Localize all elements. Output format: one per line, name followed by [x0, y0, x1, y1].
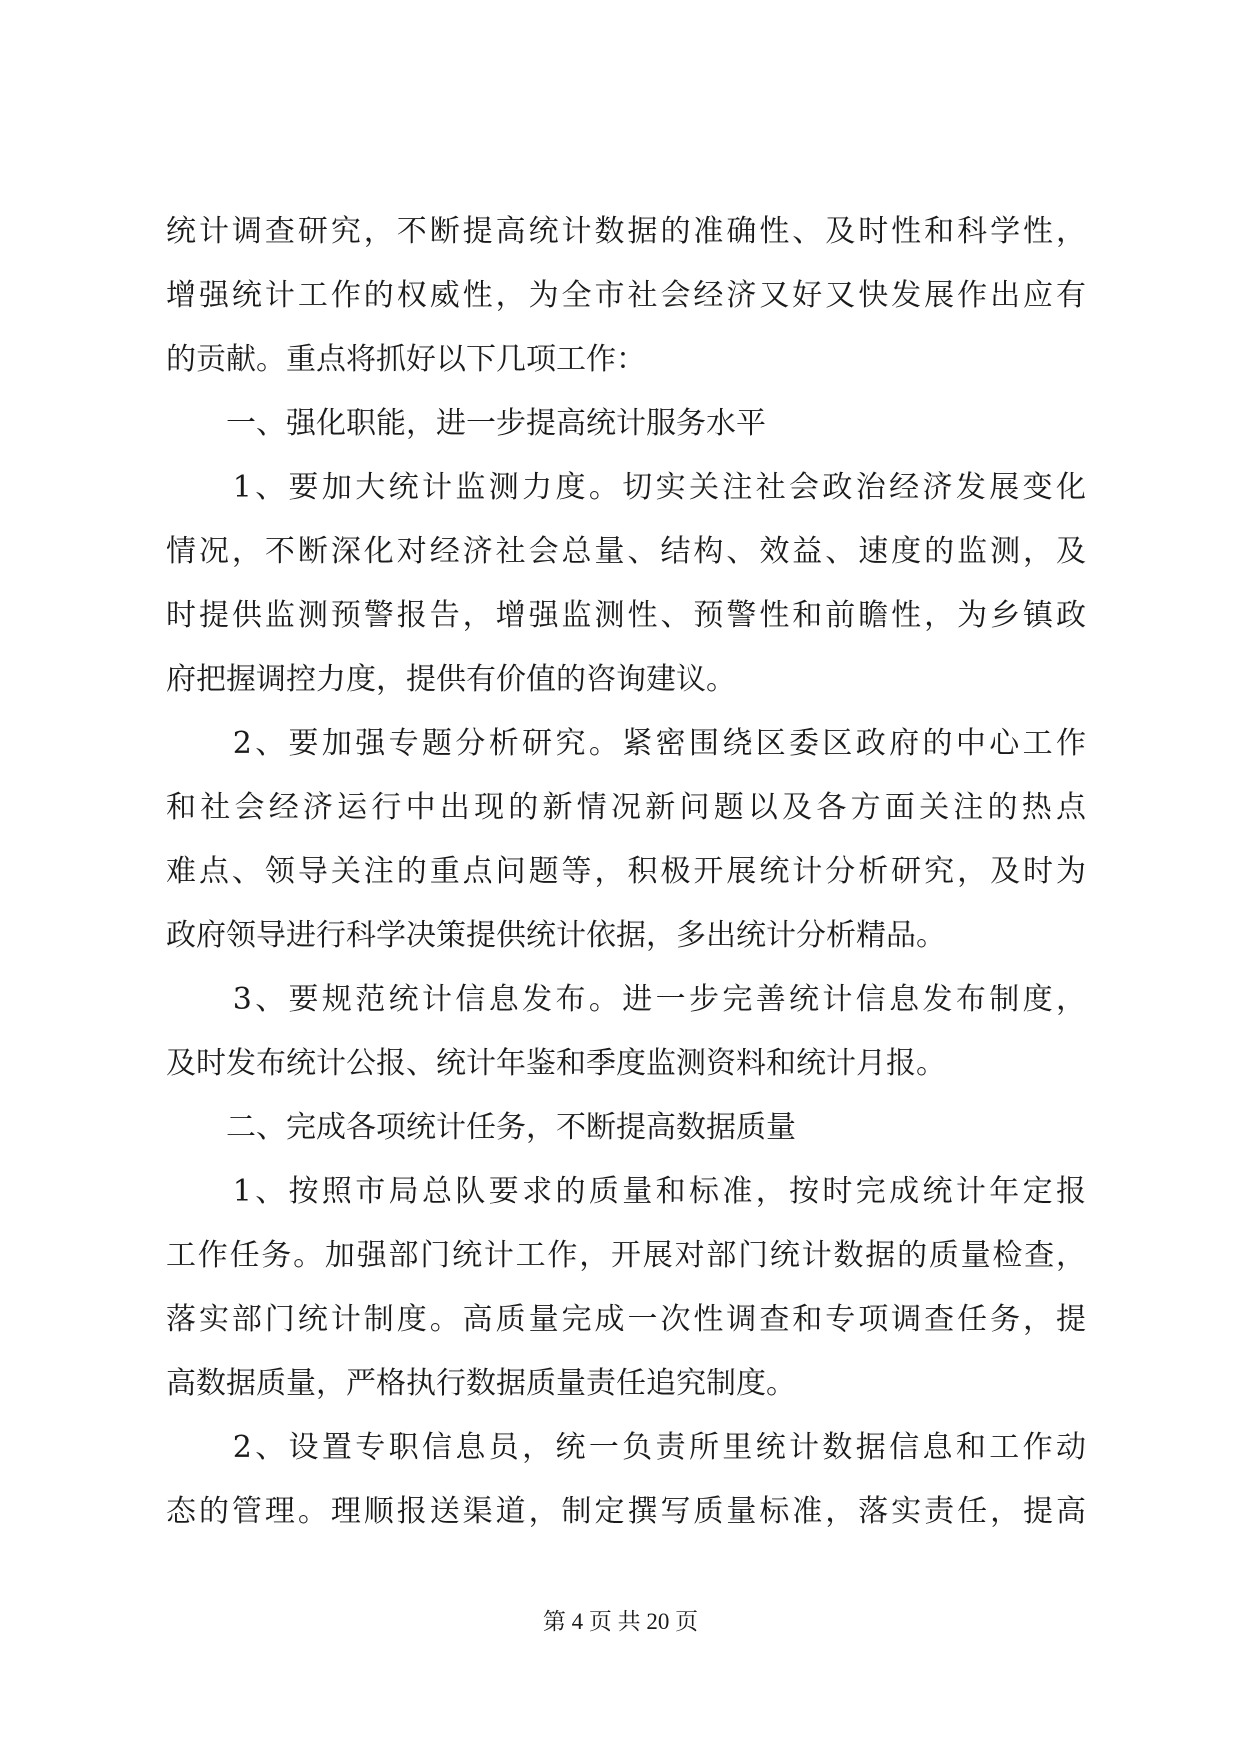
text-line: 落实部门统计制度。高质量完成一次性调查和专项调查任务，提 — [166, 1302, 1086, 1337]
text-line: 和社会经济运行中出现的新情况新问题以及各方面关注的热点 — [166, 790, 1086, 825]
text-line: 工作任务。加强部门统计工作，开展对部门统计数据的质量检查， — [166, 1238, 1086, 1273]
text-line: 3、要规范统计信息发布。进一步完善统计信息发布制度， — [166, 982, 1086, 1017]
text-line: 政府领导进行科学决策提供统计依据，多出统计分析精品。 — [166, 918, 946, 953]
text-line: 及时发布统计公报、统计年鉴和季度监测资料和统计月报。 — [166, 1046, 946, 1081]
text-line: 1、要加大统计监测力度。切实关注社会政治经济发展变化 — [166, 470, 1086, 505]
text-line: 2、设置专职信息员，统一负责所里统计数据信息和工作动 — [166, 1430, 1086, 1465]
document-body — [166, 200, 1086, 1544]
text-line: 态的管理。理顺报送渠道，制定撰写质量标准，落实责任，提高 — [166, 1494, 1086, 1529]
text-line: 2、要加强专题分析研究。紧密围绕区委区政府的中心工作 — [166, 726, 1086, 761]
text-line: 情况，不断深化对经济社会总量、结构、效益、速度的监测，及 — [166, 534, 1086, 569]
text-line: 1、按照市局总队要求的质量和标准，按时完成统计年定报 — [166, 1174, 1086, 1209]
text-line: 二、完成各项统计任务，不断提高数据质量 — [166, 1110, 796, 1145]
text-line: 时提供监测预警报告，增强监测性、预警性和前瞻性，为乡镇政 — [166, 598, 1086, 633]
text-line: 一、强化职能，进一步提高统计服务水平 — [166, 406, 766, 441]
text-line: 的贡献。重点将抓好以下几项工作： — [166, 342, 646, 377]
text-line: 府把握调控力度，提供有价值的咨询建议。 — [166, 662, 736, 697]
text-line: 统计调查研究，不断提高统计数据的准确性、及时性和科学性， — [166, 214, 1086, 249]
text-line: 高数据质量，严格执行数据质量责任追究制度。 — [166, 1366, 796, 1401]
text-line: 增强统计工作的权威性，为全市社会经济又好又快发展作出应有 — [166, 278, 1086, 313]
text-line: 难点、领导关注的重点问题等，积极开展统计分析研究，及时为 — [166, 854, 1086, 889]
page-number-footer: 第 4 页 共 20 页 — [542, 1609, 699, 1634]
